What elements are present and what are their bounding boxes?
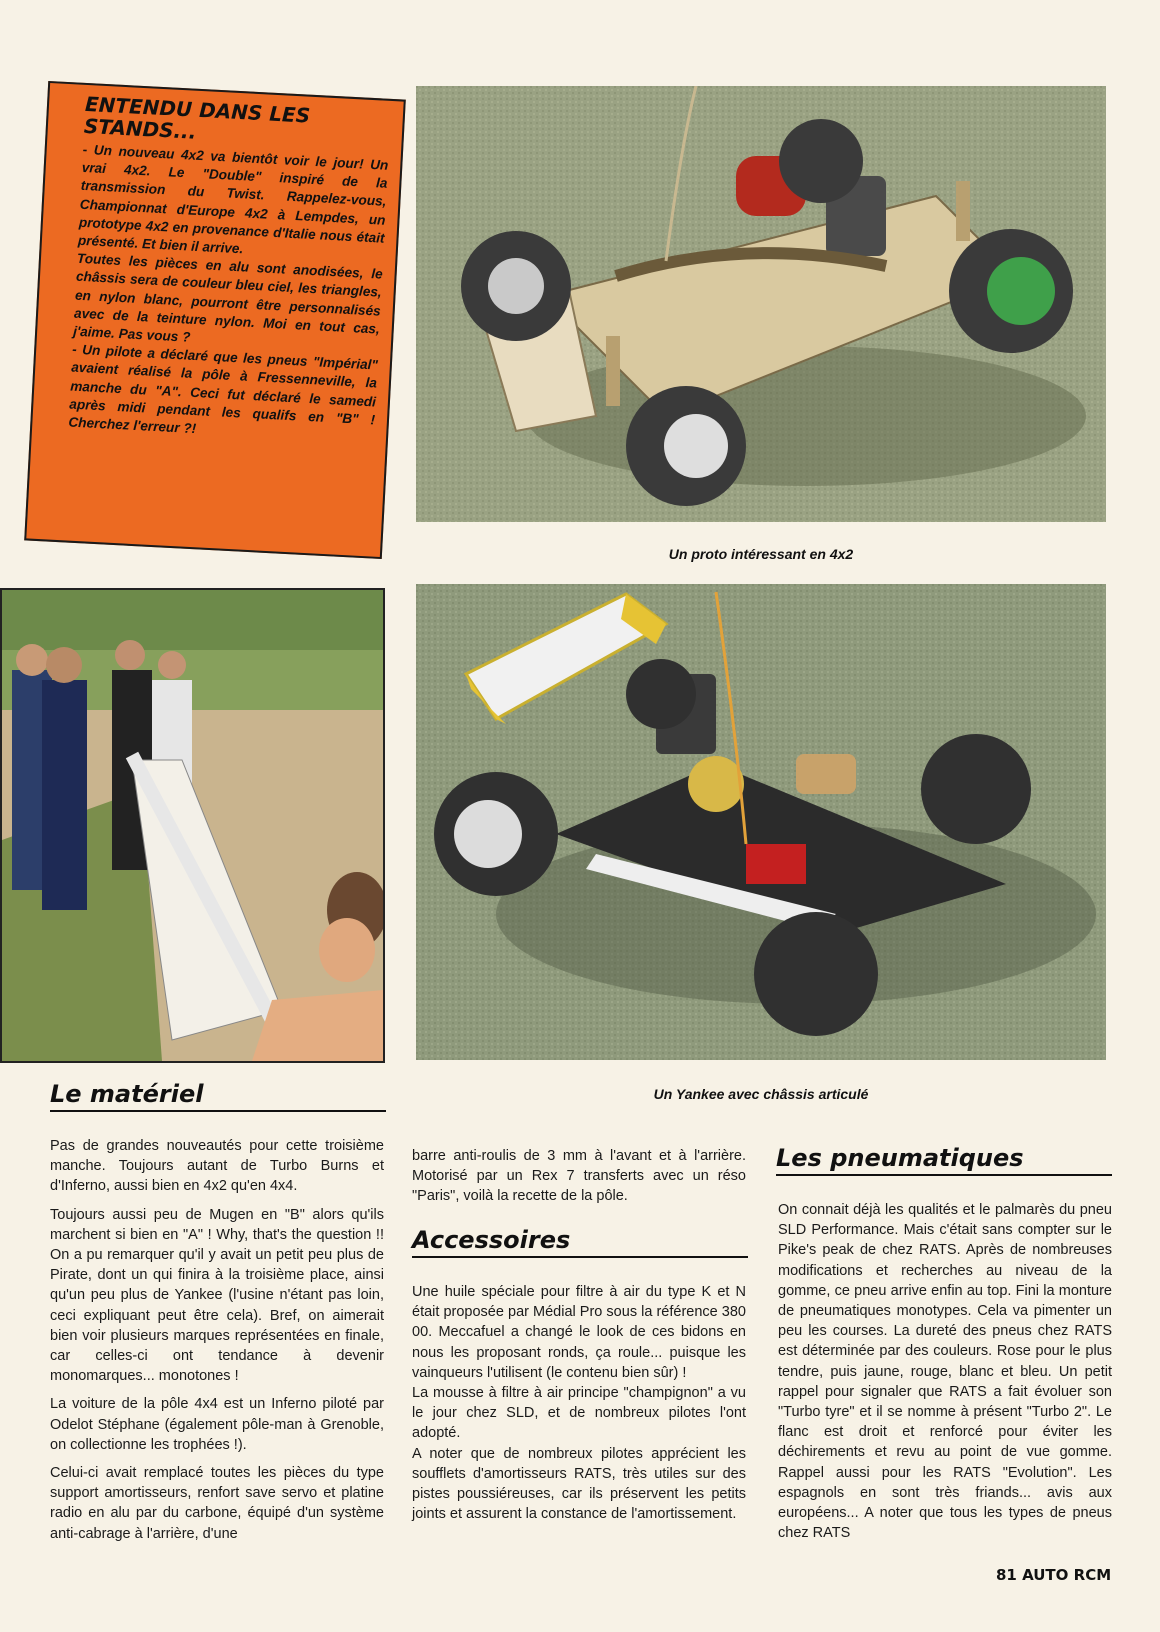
sidebar-paragraph: - Un nouveau 4x2 va bientôt voir le jour! Un vrai 4x2. Le "Double" inspiré de la transmission du Twist. Rappelez-vous, Championnat d'Europe 4x2 à Lempdes, un prototype 4x2 en provenance d'Italie nous était présenté. Et bien il arrive.	[77, 141, 389, 257]
section-heading: Les pneumatiques	[776, 1144, 1112, 1176]
magazine-name: AUTO RCM	[1022, 1566, 1112, 1584]
page-number: 81	[996, 1566, 1017, 1584]
paragraph: La voiture de la pôle 4x4 est un Inferno piloté par Odelot Stéphane (également pôle-man à Grenoble, on collectionne les trophées !).	[50, 1396, 384, 1453]
section-heading: Le matériel	[50, 1080, 386, 1112]
paragraph: On connait déjà les qualités et le palmarès du pneu SLD Performance. Mais c'était sans compter sur le Pike's peak de chez RATS. Après de nombreuses modifications et recherches au niveau de la gomme, ce pneu arrive enfin au top. Fini la monture de pneumatiques monotypes. Cela va pimenter un peu les courses. La dureté des pneus chez RATS est déterminée par des couleurs. Rose pour le plus tendre, puis jaune, rouge, blanc et bleu. Un petit rappel pour signaler que RATS a fait évoluer son "Turbo tyre" et il se nomme à présent "Turbo 2". Le flanc est droit et renforcé pour éviter les déchirements et revu au point de vue gomme. Rappel aussi pour les RATS "Evolution". Les espagnols en sont très friands... avis aux européens... A noter que tous les types de pneus chez RATS	[778, 1202, 1112, 1542]
paragraph: barre anti-roulis de 3 mm à l'avant et à l'arrière. Motorisé par un Rex 7 transferts avec un réso "Paris", voilà la recette de la pôle.	[412, 1148, 746, 1205]
paragraph: A noter que de nombreux pilotes apprécient les soufflets d'amortisseurs RATS, très utiles sur des pistes poussiéreuses, car ils préservent les petits joints et assurent la constance de l'amortissement.	[412, 1445, 746, 1523]
sidebar-title: ENTENDU DANS LES STANDS...	[83, 91, 311, 144]
paragraph: Une huile spéciale pour filtre à air du type K et N était proposée par Médial Pro sous la référence 380 00. Meccafuel a changé le look de ces bidons en nous les proposant ronds, ça roule... puisque les vainqueurs l'utilisent (le contenu bien sûr) !	[412, 1284, 746, 1381]
photo-caption: Un Yankee avec châssis articulé	[653, 1086, 869, 1102]
paragraph: Celui-ci avait remplacé toutes les pièces du type support amortisseurs, renfort save servo et platine radio en alu par du carbone, équipé d'un système anti-cabrage à l'arrière, d'une	[50, 1465, 384, 1542]
spectators-photo	[0, 588, 385, 1063]
paragraph: Toujours aussi peu de Mugen en "B" alors qu'ils marchent si bien en "A" ! Why, that's the question !! On a pu remarquer qu'il y avait un petit peu plus de Pirate, dont un qui finira à la troisième place, ainsi qu'un peu plus de Yankee (l'usine n'étant pas loin, ceci expliquant peut être cela). Bref, on aimerait bien voir plusieurs marques représentées en finale, car celles-ci ont tendance à devenir monomarques... monotones !	[50, 1206, 384, 1385]
section-heading: Accessoires	[412, 1226, 748, 1258]
yankee-car-photo	[416, 584, 1106, 1060]
materiel-column	[50, 1136, 384, 1544]
paragraph: Pas de grandes nouveautés pour cette troisième manche. Toujours autant de Turbo Burns et d'Inferno, aussi bien en 4x2 qu'en 4x4.	[50, 1138, 384, 1195]
page-footer	[996, 1566, 1111, 1584]
sidebar-box	[24, 81, 406, 559]
continuation-column	[412, 1146, 746, 1207]
sidebar-paragraph: Toutes les pièces en alu sont anodisées, le châssis sera de couleur bleu ciel, les triangles, en nylon blanc, pourront être personnalisés avec de la teinture nylon. Moi en tout cas, j'aime. Pas vous ?	[72, 250, 384, 345]
accessoires-column	[412, 1282, 746, 1524]
paragraph: La mousse à filtre à air principe "champignon" a vu le jour chez SLD, et de nombreux pilotes l'ont adopté.	[412, 1385, 746, 1442]
photo-caption: Un proto intéressant en 4x2	[668, 546, 854, 562]
proto-car-photo	[416, 86, 1106, 522]
pneumatiques-column	[778, 1200, 1112, 1543]
sidebar-paragraph: - Un pilote a déclaré que les pneus "Impérial" avaient réalisé la pôle à Fressenneville, la manche du "A". Ceci fut déclaré le samedi après midi pendant les qualifs en "B" ! Cherchez l'erreur ?!	[68, 341, 379, 437]
